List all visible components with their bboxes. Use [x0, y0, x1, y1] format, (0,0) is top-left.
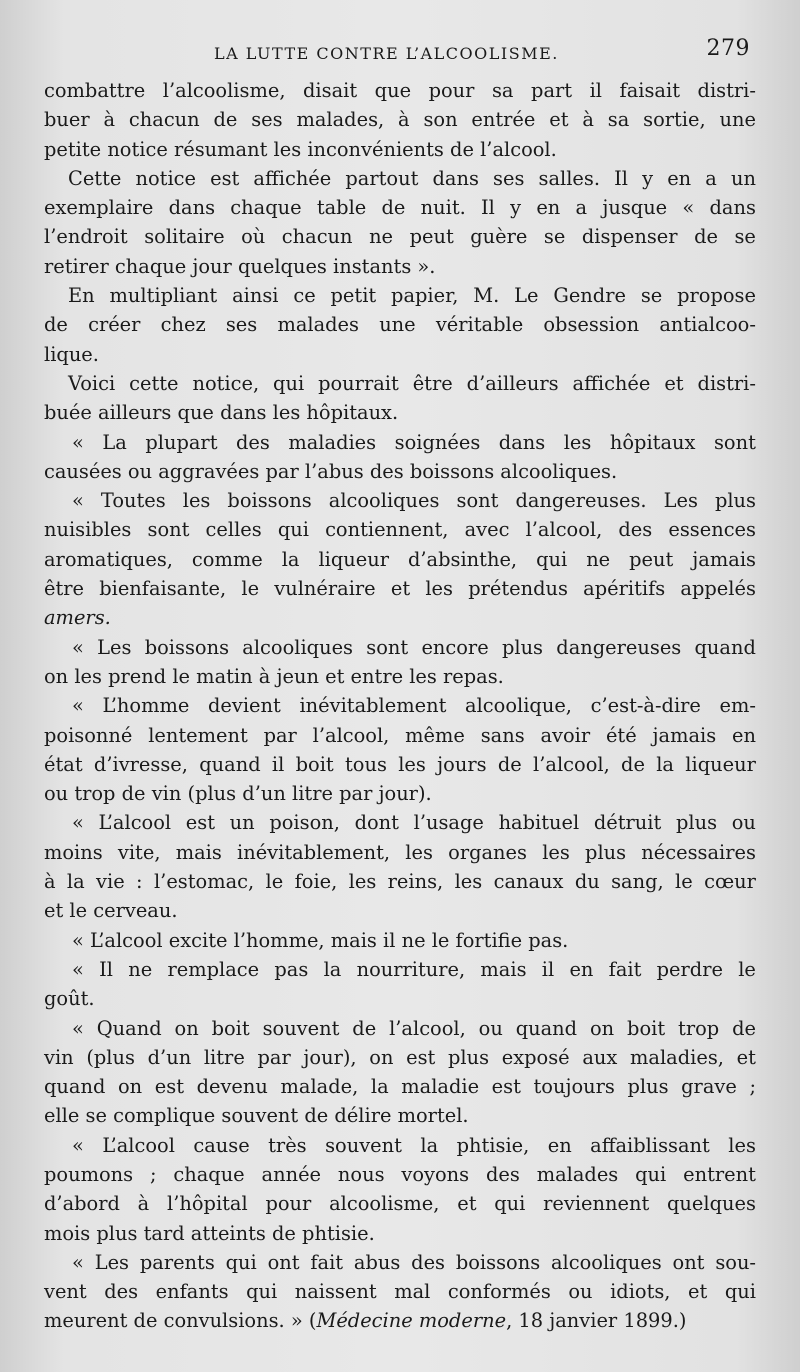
- text-line: causées ou aggravées par l’abus des boissons alcooliques.: [44, 459, 618, 483]
- page-body: [44, 76, 756, 1336]
- text-line: « La plupart des maladies soignées dans les hôpitaux sont: [72, 430, 756, 454]
- text-line: Voici cette notice, qui pourrait être d’ailleurs affichée et distri-: [68, 371, 756, 395]
- text-line: goût.: [44, 987, 95, 1011]
- text-line: poumons ; chaque année nous voyons des malades qui entrent: [44, 1162, 756, 1186]
- text-line: aromatiques, comme la liqueur d’absinthe, qui ne peut jamais: [44, 547, 756, 571]
- running-title: LA LUTTE CONTRE L’ALCOOLISME.: [214, 44, 559, 63]
- text-line: buer à chacun de ses malades, à son entrée et à sa sortie, une: [44, 108, 756, 132]
- text-line: « Les boissons alcooliques sont encore plus dangereuses quand: [72, 635, 756, 659]
- text-line: exemplaire dans chaque table de nuit. Il y en a jusque « dans: [44, 196, 756, 220]
- text-line: amers.: [44, 606, 111, 630]
- text-line: quand on est devenu malade, la maladie est toujours plus grave ;: [44, 1075, 756, 1099]
- citation-line: meurent de convulsions. » ( Médecine moderne , 18 janvier 1899.): [44, 1306, 756, 1335]
- text-line: nuisibles sont celles qui contiennent, avec l’alcool, des essences: [44, 518, 756, 542]
- text-line: « Il ne remplace pas la nourriture, mais il en fait perdre le: [72, 957, 756, 981]
- text-line: combattre l’alcoolisme, disait que pour sa part il faisait distri-: [44, 79, 756, 102]
- text-line: « L’alcool cause très souvent la phtisie, en affaiblissant les: [72, 1133, 756, 1157]
- text-line: à la vie : l’estomac, le foie, les reins, les canaux du sang, le cœur: [44, 870, 756, 894]
- text-line: « L’alcool est un poison, dont l’usage habituel détruit plus ou: [72, 811, 756, 835]
- text-line: poisonné lentement par l’alcool, même sans avoir été jamais en: [44, 723, 756, 747]
- text-line: « Toutes les boissons alcooliques sont dangereuses. Les plus: [72, 489, 756, 513]
- text-line: « Les parents qui ont fait abus des boissons alcooliques ont sou-: [72, 1250, 756, 1274]
- text-line: être bienfaisante, le vulnéraire et les prétendus apéritifs appelés: [44, 577, 756, 601]
- text-line: et le cerveau.: [44, 899, 178, 923]
- text-line: moins vite, mais inévitablement, les organes les plus nécessaires: [44, 840, 756, 864]
- text-line: on les prend le matin à jeun et entre les repas.: [44, 664, 504, 688]
- text-line: l’endroit solitaire où chacun ne peut guère se dispenser de se: [44, 225, 756, 249]
- text-line: « Quand on boit souvent de l’alcool, ou quand on boit trop de: [72, 1016, 756, 1040]
- text-line: de créer chez ses malades une véritable obsession antialcoo-: [44, 313, 756, 337]
- text-line: « L’homme devient inévitablement alcoolique, c’est-à-dire em-: [72, 694, 756, 718]
- text-line: lique.: [44, 342, 99, 366]
- page-number: 279: [706, 36, 750, 61]
- text-line: elle se complique souvent de délire mortel.: [44, 1104, 469, 1128]
- text-line: vin (plus d’un litre par jour), on est plus exposé aux maladies, et: [44, 1045, 756, 1069]
- text-line: état d’ivresse, quand il boit tous les jours de l’alcool, de la liqueur: [44, 752, 756, 776]
- text-line: ou trop de vin (plus d’un litre par jour).: [44, 782, 432, 806]
- text-line: « L’alcool excite l’homme, mais il ne le fortifie pas.: [72, 928, 569, 952]
- text-line: petite notice résumant les inconvénients de l’alcool.: [44, 137, 557, 161]
- text-line: mois plus tard atteints de phtisie.: [44, 1221, 375, 1245]
- citation-open: (: [308, 1309, 317, 1333]
- citation-source: Médecine moderne: [316, 1309, 507, 1333]
- text-line: vent des enfants qui naissent mal conformés ou idiots, et qui: [44, 1280, 756, 1304]
- text-line: d’abord à l’hôpital pour alcoolisme, et qui reviennent quelques: [44, 1192, 756, 1216]
- page-header: [44, 34, 756, 76]
- citation-date: , 18 janvier 1899.): [506, 1309, 687, 1333]
- text-line: En multipliant ainsi ce petit papier, M. Le Gendre se propose: [68, 284, 756, 308]
- text-line: retirer chaque jour quelques instants ».: [44, 254, 436, 278]
- text-line: buée ailleurs que dans les hôpitaux.: [44, 401, 399, 425]
- text-line: Cette notice est affichée partout dans ses salles. Il y en a un: [68, 166, 756, 190]
